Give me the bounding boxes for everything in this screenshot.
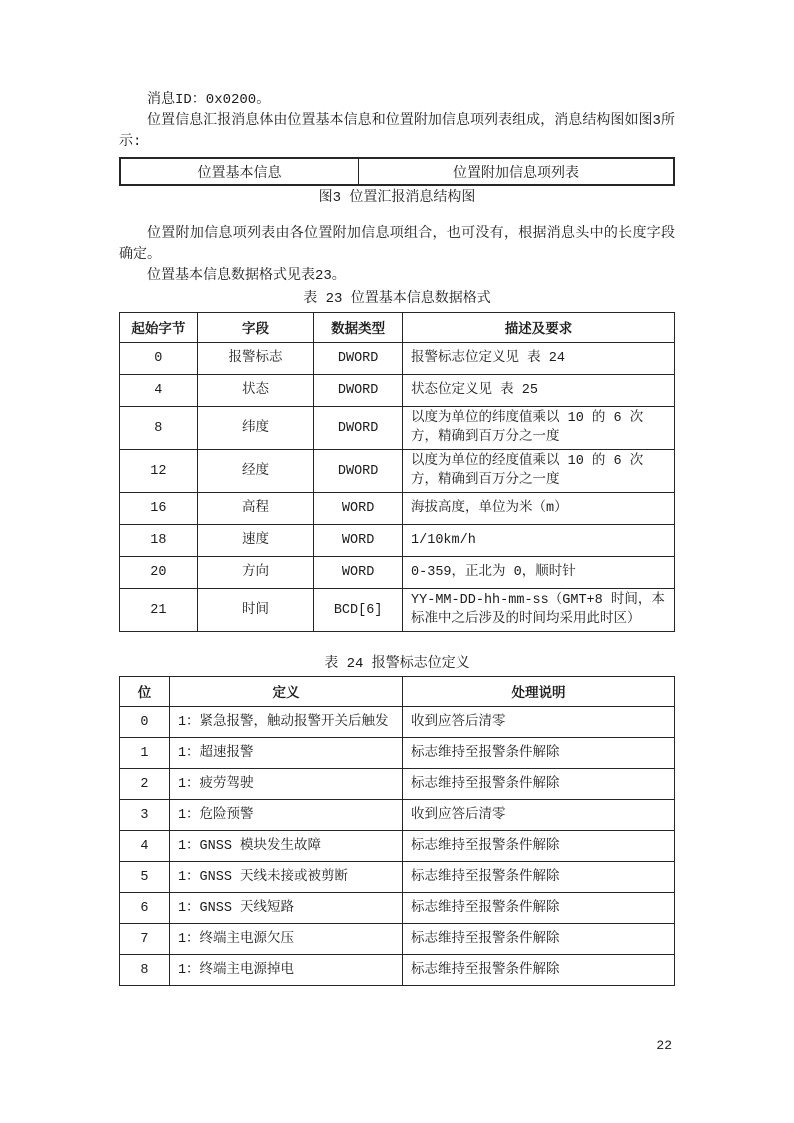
cell-bit: 8 <box>120 955 170 986</box>
table23-basic-position-format <box>119 312 675 632</box>
cell-data-type: WORD <box>314 557 403 589</box>
cell-bit: 3 <box>120 800 170 831</box>
table23-caption: 表 23 位置基本信息数据格式 <box>303 291 491 307</box>
cell-description: 报警标志位定义见 表 24 <box>403 343 675 375</box>
cell-definition: 1：超速报警 <box>169 738 402 769</box>
cell-start-byte: 20 <box>120 557 198 589</box>
cell-bit: 6 <box>120 893 170 924</box>
paragraph-additional-info: 位置附加信息项列表由各位置附加信息项组合，也可没有，根据消息头中的长度字段确定。 <box>119 226 675 263</box>
cell-data-type: DWORD <box>314 375 403 407</box>
table-row <box>120 589 675 632</box>
cell-description: 海拔高度，单位为米（m） <box>403 493 675 525</box>
cell-data-type: DWORD <box>314 450 403 493</box>
cell-data-type: WORD <box>314 525 403 557</box>
table24-header-definition: 定义 <box>169 677 402 707</box>
table23-header-description: 描述及要求 <box>403 313 675 343</box>
cell-field: 状态 <box>197 375 314 407</box>
cell-handling: 标志维持至报警条件解除 <box>403 893 675 924</box>
table23-header-data-type: 数据类型 <box>314 313 403 343</box>
table24-header-bit: 位 <box>120 677 170 707</box>
cell-description: 以度为单位的经度值乘以 10 的 6 次方，精确到百万分之一度 <box>403 450 675 493</box>
table-row <box>120 769 675 800</box>
cell-definition: 1：疲劳驾驶 <box>169 769 402 800</box>
table-row <box>120 831 675 862</box>
cell-bit: 7 <box>120 924 170 955</box>
cell-handling: 标志维持至报警条件解除 <box>403 862 675 893</box>
cell-definition: 1：GNSS 天线未接或被剪断 <box>169 862 402 893</box>
figure3-cell-additional-info: 位置附加信息项列表 <box>358 158 674 185</box>
cell-handling: 标志维持至报警条件解除 <box>403 955 675 986</box>
cell-data-type: DWORD <box>314 407 403 450</box>
cell-definition: 1：危险预警 <box>169 800 402 831</box>
cell-start-byte: 4 <box>120 375 198 407</box>
table-row <box>120 450 675 493</box>
table-row <box>120 525 675 557</box>
cell-field: 速度 <box>197 525 314 557</box>
table23-header-row <box>120 313 675 343</box>
cell-bit: 1 <box>120 738 170 769</box>
cell-start-byte: 18 <box>120 525 198 557</box>
cell-description: 1/10km/h <box>403 525 675 557</box>
cell-field: 时间 <box>197 589 314 632</box>
table-row <box>120 862 675 893</box>
paragraph-structure-intro: 位置信息汇报消息体由位置基本信息和位置附加信息项列表组成，消息结构图如图3所示: <box>119 113 675 150</box>
table-row <box>120 893 675 924</box>
cell-handling: 标志维持至报警条件解除 <box>403 924 675 955</box>
cell-definition: 1：终端主电源欠压 <box>169 924 402 955</box>
cell-field: 纬度 <box>197 407 314 450</box>
table-row <box>120 343 675 375</box>
cell-start-byte: 21 <box>120 589 198 632</box>
table-row <box>120 955 675 986</box>
cell-definition: 1：GNSS 天线短路 <box>169 893 402 924</box>
table23-header-start-byte: 起始字节 <box>120 313 198 343</box>
cell-bit: 5 <box>120 862 170 893</box>
figure3-cell-basic-info: 位置基本信息 <box>120 158 358 185</box>
table-row <box>120 407 675 450</box>
figure3-caption: 图3 位置汇报消息结构图 <box>318 190 476 206</box>
cell-data-type: BCD[6] <box>314 589 403 632</box>
table24-header-row <box>120 677 675 707</box>
cell-start-byte: 8 <box>120 407 198 450</box>
cell-field: 方向 <box>197 557 314 589</box>
table24-caption: 表 24 报警标志位定义 <box>324 656 470 672</box>
table-row <box>120 707 675 738</box>
cell-data-type: WORD <box>314 493 403 525</box>
paragraph-format-reference: 位置基本信息数据格式见表23。 <box>147 268 346 284</box>
table-row <box>120 738 675 769</box>
table24-alarm-flag-definition <box>119 676 675 986</box>
cell-handling: 标志维持至报警条件解除 <box>403 769 675 800</box>
cell-definition: 1：GNSS 模块发生故障 <box>169 831 402 862</box>
table-row <box>120 557 675 589</box>
cell-description: 以度为单位的纬度值乘以 10 的 6 次方，精确到百万分之一度 <box>403 407 675 450</box>
cell-definition: 1：终端主电源掉电 <box>169 955 402 986</box>
cell-handling: 收到应答后清零 <box>403 707 675 738</box>
paragraph-message-id: 消息ID：0x0200。 <box>147 92 271 108</box>
cell-handling: 标志维持至报警条件解除 <box>403 831 675 862</box>
table-row <box>120 924 675 955</box>
cell-handling: 收到应答后清零 <box>403 800 675 831</box>
cell-bit: 0 <box>120 707 170 738</box>
table23-header-field: 字段 <box>197 313 314 343</box>
table-row <box>120 800 675 831</box>
figure3-structure-table <box>119 157 675 186</box>
cell-data-type: DWORD <box>314 343 403 375</box>
cell-bit: 4 <box>120 831 170 862</box>
cell-handling: 标志维持至报警条件解除 <box>403 738 675 769</box>
table-row <box>120 375 675 407</box>
cell-start-byte: 0 <box>120 343 198 375</box>
cell-bit: 2 <box>120 769 170 800</box>
cell-start-byte: 16 <box>120 493 198 525</box>
cell-description: 0-359，正北为 0，顺时针 <box>403 557 675 589</box>
cell-field: 高程 <box>197 493 314 525</box>
cell-start-byte: 12 <box>120 450 198 493</box>
cell-description: YY-MM-DD-hh-mm-ss（GMT+8 时间，本标准中之后涉及的时间均采用此时区） <box>403 589 675 632</box>
page-number: 22 <box>656 1038 672 1053</box>
table-row <box>120 493 675 525</box>
cell-field: 经度 <box>197 450 314 493</box>
table24-header-handling: 处理说明 <box>403 677 675 707</box>
figure3-row <box>120 158 674 185</box>
page-content <box>119 90 675 986</box>
cell-definition: 1：紧急报警，触动报警开关后触发 <box>169 707 402 738</box>
cell-description: 状态位定义见 表 25 <box>403 375 675 407</box>
cell-field: 报警标志 <box>197 343 314 375</box>
